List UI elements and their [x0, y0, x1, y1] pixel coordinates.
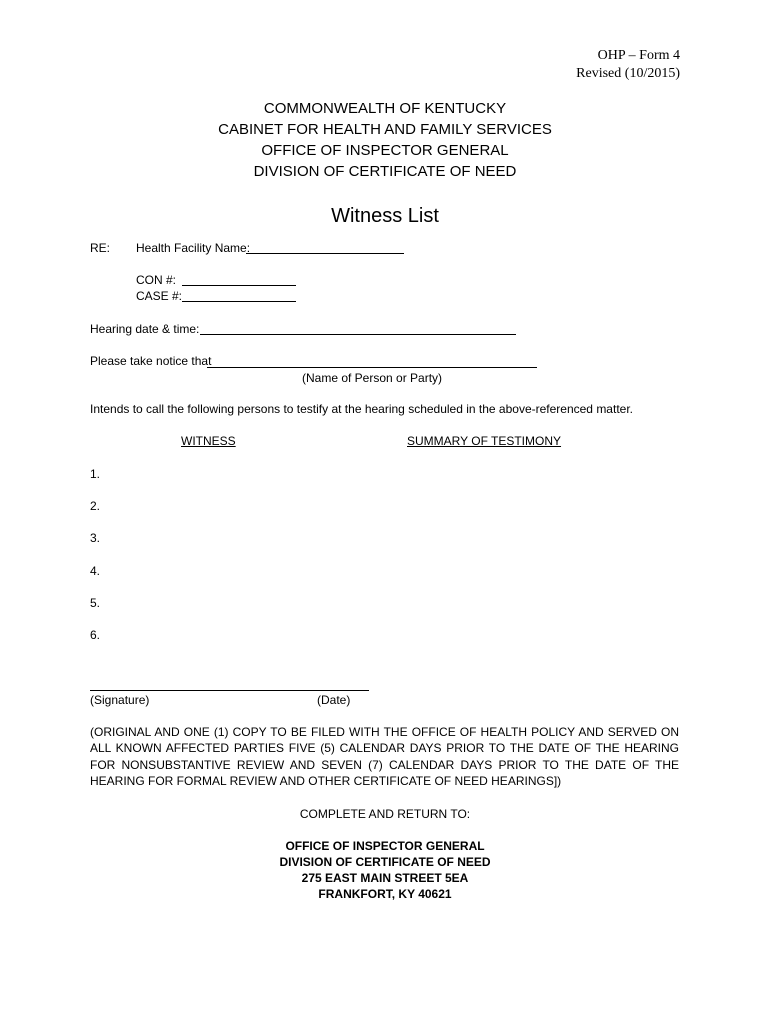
con-label: CON #: — [136, 273, 177, 287]
witness-row-number: 1. — [90, 467, 101, 481]
party-name-field[interactable] — [207, 367, 537, 368]
con-number-field[interactable] — [182, 285, 296, 286]
hearing-date-label: Hearing date & time: — [90, 322, 200, 336]
heading-cabinet: CABINET FOR HEALTH AND FAMILY SERVICES — [218, 121, 552, 138]
case-number-field[interactable] — [182, 301, 296, 302]
re-label: RE: — [90, 241, 111, 255]
witness-row-number: 4. — [90, 564, 101, 578]
heading-office: OFFICE OF INSPECTOR GENERAL — [261, 142, 509, 159]
witness-row-number: 6. — [90, 628, 101, 642]
return-address-line: DIVISION OF CERTIFICATE OF NEED — [279, 855, 491, 869]
form-revised: Revised (10/2015) — [576, 66, 680, 81]
date-label: (Date) — [317, 693, 351, 707]
witness-row-number: 5. — [90, 596, 101, 610]
return-address-line: OFFICE OF INSPECTOR GENERAL — [285, 839, 485, 853]
witness-row-number: 2. — [90, 499, 101, 513]
case-label: CASE #: — [136, 289, 183, 303]
hearing-date-field[interactable] — [200, 334, 516, 335]
notice-label: Please take notice that — [90, 354, 212, 368]
summary-column-header: SUMMARY OF TESTIMONY — [407, 434, 562, 448]
witness-column-header: WITNESS — [181, 434, 236, 448]
intends-text: Intends to call the following persons to testify at the hearing scheduled in the above-referenced matter. — [90, 402, 633, 416]
return-address-line: FRANKFORT, KY 40621 — [318, 887, 452, 901]
witness-row-number: 3. — [90, 531, 101, 545]
return-address-line: 275 EAST MAIN STREET 5EA — [301, 871, 469, 885]
signature-label: (Signature) — [90, 693, 150, 707]
heading-division: DIVISION OF CERTIFICATE OF NEED — [253, 163, 517, 180]
form-number: OHP – Form 4 — [597, 48, 680, 63]
party-name-caption: (Name of Person or Party) — [302, 371, 443, 385]
page-title: Witness List — [331, 205, 439, 227]
return-label: COMPLETE AND RETURN TO: — [299, 807, 471, 821]
filing-notice: (ORIGINAL AND ONE (1) COPY TO BE FILED WITH THE OFFICE OF HEALTH POLICY AND SERVED ON ALL KNOWN AFFECTED PARTIES FIVE (5) CALENDAR DAYS PRIOR TO THE DATE OF THE HEARING FOR NONSUBSTANTIVE REVIEW AND SEVEN (7) CALENDAR DAYS PRIOR TO THE DATE OF THE HEARING FOR FORMAL REVIEW AND OTHER CERTIFICATE OF NEED HEARINGS]) — [90, 725, 679, 788]
heading-commonwealth: COMMONWEALTH OF KENTUCKY — [263, 100, 507, 117]
signature-field[interactable] — [90, 690, 369, 691]
facility-name-label: Health Facility Name: — [136, 241, 251, 255]
facility-name-field[interactable] — [246, 253, 404, 254]
form-identifier — [576, 47, 680, 83]
